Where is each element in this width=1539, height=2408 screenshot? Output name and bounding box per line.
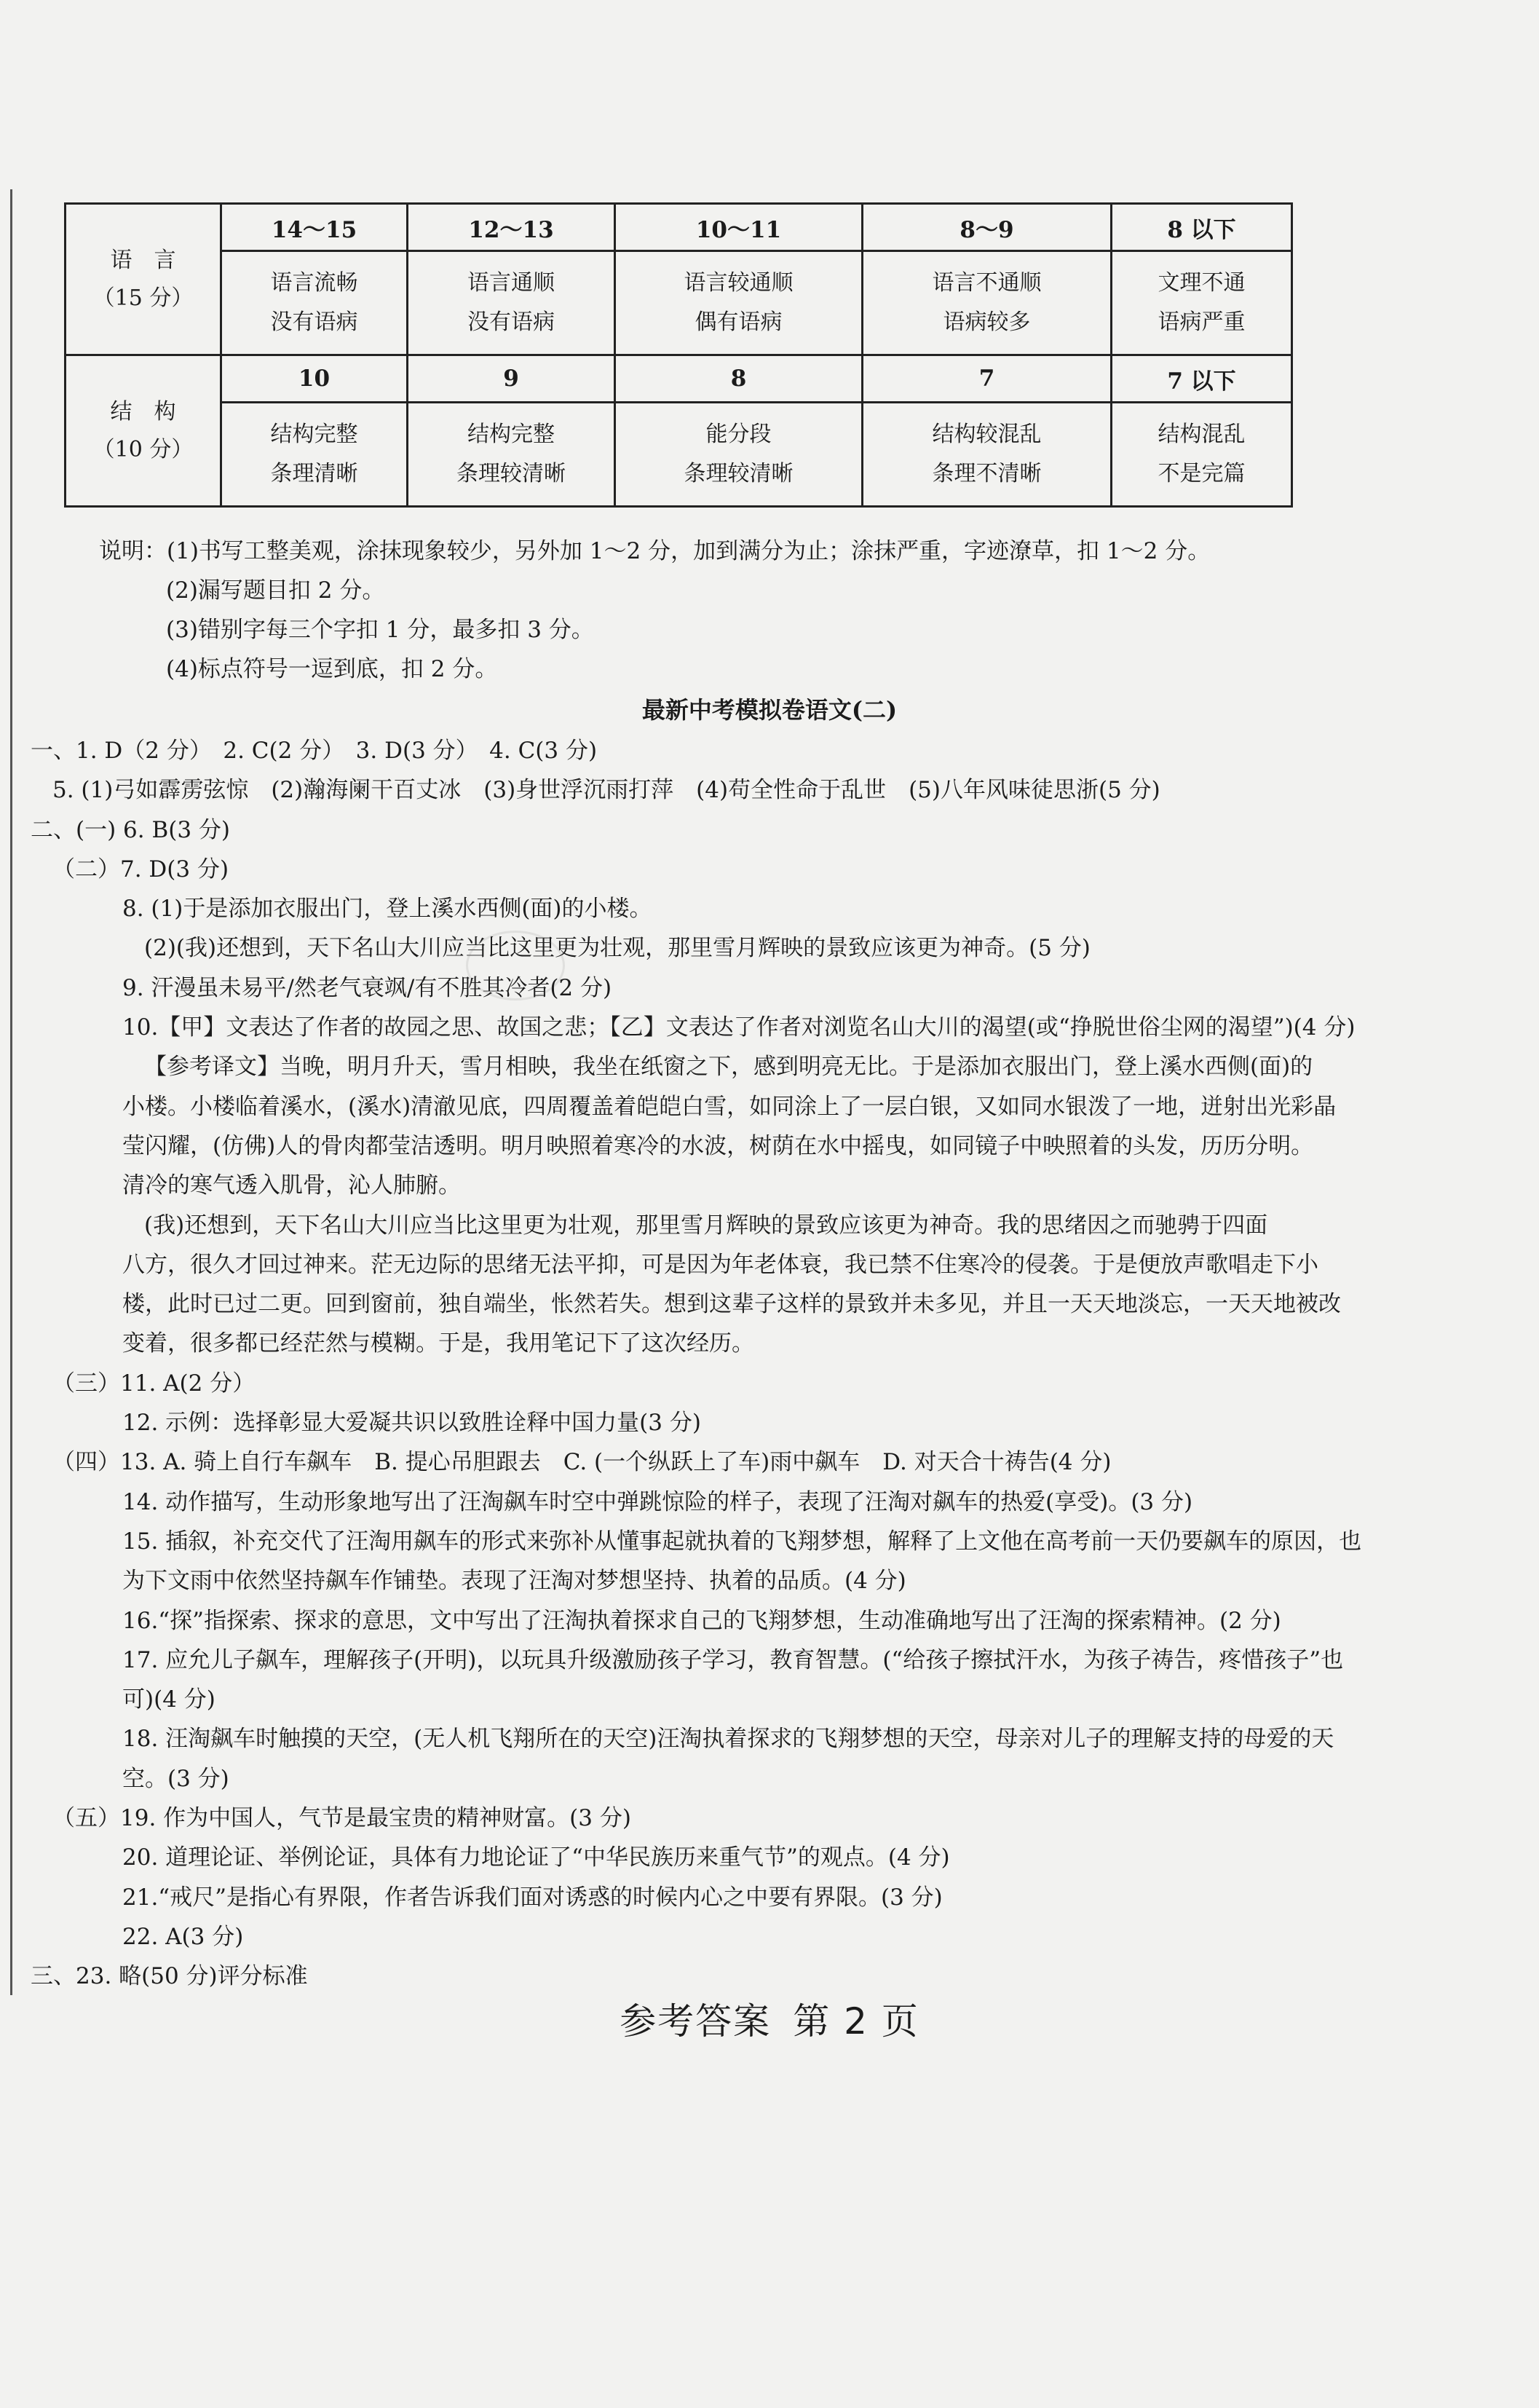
answer-line: 21.“戒尺”是指心有界限，作者告诉我们面对诱惑的时候内心之中要有界限。(3 分) [122, 1884, 943, 1911]
answer-line: 15. 插叙，补充交代了汪淘用飙车的形式来弥补从懂事起就执着的飞翔梦想，解释了上文他在高考前一天仍要飙车的原因，也 [122, 1528, 1362, 1555]
note-line: (3)错别字每三个字扣 1 分，最多扣 3 分。 [166, 617, 594, 643]
category-points: （10 分） [92, 436, 194, 462]
answer-line: 14. 动作描写，生动形象地写出了汪淘飙车时空中弹跳惊险的样子，表现了汪淘对飙车的热爱(享受)。(3 分) [122, 1488, 1193, 1515]
answer-line: （五）19. 作为中国人，气节是最宝贵的精神财富。(3 分) [52, 1805, 631, 1832]
score-band: 7 [863, 355, 1112, 403]
translation-line: 莹闪耀，(仿佛)人的骨肉都莹洁透明。明月映照着寒冷的水波，树荫在水中摇曳，如同镜子中映照着的头发，历历分明。 [122, 1132, 1314, 1159]
answer-line: （四）13. A. 骑上自行车飙车 B. 提心吊胆跟去 C. (一个纵跃上了车)雨中飙车 D. 对天合十祷告(4 分) [52, 1449, 1112, 1476]
translation-line: 【参考译文】当晚，明月升天，雪月相映，我坐在纸窗之下，感到明亮无比。于是添加衣服出门，登上溪水西侧(面)的 [144, 1054, 1313, 1081]
answer-line: 10.【甲】文表达了作者的故园之思、故国之悲；【乙】文表达了作者对浏览名山大川的渴望(或“挣脱世俗尘网的渴望”)(4 分) [122, 1014, 1356, 1041]
answer-line: 18. 汪淘飙车时触摸的天空，(无人机飞翔所在的天空)汪淘执着探求的飞翔梦想的天空，母亲对儿子的理解支持的母爱的天 [122, 1726, 1334, 1753]
answer-key-body [31, 731, 1370, 1997]
band-description: 语言通顺 没有语病 [408, 251, 615, 355]
left-margin-rule [10, 189, 12, 1995]
answer-line: 22. A(3 分) [122, 1923, 244, 1950]
answer-line: 16.“探”指探索、探求的意思，文中写出了汪淘执着探求自己的飞翔梦想，生动准确地写出了汪淘的探索精神。(2 分) [122, 1607, 1281, 1634]
band-description: 语言不通顺 语病较多 [863, 251, 1112, 355]
answer-line: 可)(4 分) [122, 1686, 215, 1713]
translation-line: 小楼。小楼临着溪水，(溪水)清澈见底，四周覆盖着皑皑白雪，如同涂上了一层白银，又如同水银泼了一地，迸射出光彩晶 [122, 1093, 1337, 1120]
score-band: 7 以下 [1112, 355, 1292, 403]
answer-line: 一、1. D（2 分） 2. C(2 分） 3. D(3 分） 4. C(3 分) [31, 738, 598, 764]
answer-line: 12. 示例：选择彰显大爱凝共识以致胜诠释中国力量(3 分) [122, 1410, 701, 1437]
score-band: 12～13 [408, 204, 615, 251]
band-description: 语言较通顺 偶有语病 [615, 251, 863, 355]
score-band: 8 以下 [1112, 204, 1292, 251]
category-label: 语 言 [110, 247, 176, 273]
score-band: 8～9 [863, 204, 1112, 251]
band-description: 结构混乱 不是完篇 [1112, 403, 1292, 507]
band-description: 文理不通 语病严重 [1112, 251, 1292, 355]
answer-line: 20. 道理论证、举例论证，具体有力地论证了“中华民族历来重气节”的观点。(4 分) [122, 1844, 950, 1871]
grading-notes [99, 532, 1210, 689]
faint-watermark-stamp [466, 931, 565, 1000]
score-band: 14～15 [221, 204, 408, 251]
page-number: 第 2 页 [793, 2000, 919, 2042]
translation-line: 清冷的寒气透入肌骨，沁人肺腑。 [122, 1172, 461, 1199]
answer-line: 空。(3 分) [122, 1765, 229, 1792]
footer-label: 参考答案 [620, 2000, 772, 2042]
band-description: 结构较混乱 条理不清晰 [863, 403, 1112, 507]
section-title: 最新中考模拟卷语文(二) [641, 696, 898, 724]
category-label: 结 构 [110, 398, 176, 425]
answer-line: 17. 应允儿子飙车，理解孩子(开明)，以玩具升级激励孩子学习，教育智慧。(“给孩子擦拭汗水，为孩子祷告，疼惜孩子”也 [122, 1646, 1344, 1673]
score-band: 9 [408, 355, 615, 403]
translation-line: 变着，很多都已经茫然与模糊。于是，我用笔记下了这次经历。 [122, 1330, 754, 1357]
scoring-rubric-table [64, 202, 1293, 508]
rubric-category-language [66, 204, 221, 355]
rubric-category-structure [66, 355, 221, 507]
answer-line: 5. (1)弓如霹雳弦惊 (2)瀚海阑干百丈冰 (3)身世浮沉雨打萍 (4)苟全性命于乱世 (5)八年风味徒思浙(5 分) [52, 777, 1160, 804]
answer-line: 8. (1)于是添加衣服出门，登上溪水西侧(面)的小楼。 [122, 896, 652, 923]
score-band: 10～11 [615, 204, 863, 251]
answer-line: 三、23. 略(50 分)评分标准 [31, 1963, 308, 1990]
answer-line: （三）11. A(2 分） [52, 1370, 256, 1397]
translation-line: 八方，很久才回过神来。茫无边际的思绪无法平抑，可是因为年老体衰，我已禁不住寒冷的侵袭。于是便放声歌唱走下小 [122, 1251, 1318, 1278]
answer-line: (2)(我)还想到，天下名山大川应当比这里更为壮观，那里雪月辉映的景致应该更为神奇。(5 分) [144, 935, 1091, 962]
band-description: 结构完整 条理清晰 [221, 403, 408, 507]
score-band: 8 [615, 355, 863, 403]
answer-line: 二、(一) 6. B(3 分) [31, 816, 231, 843]
answer-line: 9. 汗漫虽未易平/然老气衰飒/有不胜其冷者(2 分) [122, 974, 612, 1001]
band-description: 语言流畅 没有语病 [221, 251, 408, 355]
band-description: 能分段 条理较清晰 [615, 403, 863, 507]
note-line: 说明：(1)书写工整美观，涂抹现象较少，另外加 1～2 分，加到满分为止；涂抹严重，字迹潦草，扣 1～2 分。 [99, 538, 1211, 564]
translation-line: (我)还想到，天下名山大川应当比这里更为壮观，那里雪月辉映的景致应该更为神奇。我的思绪因之而驰骋于四面 [144, 1212, 1268, 1239]
band-description: 结构完整 条理较清晰 [408, 403, 615, 507]
score-band: 10 [221, 355, 408, 403]
page-footer [0, 1992, 1539, 2045]
answer-line: （二）7. D(3 分) [52, 856, 229, 883]
translation-line: 楼，此时已过二更。回到窗前，独自端坐，怅然若失。想到这辈子这样的景致并未多见，并且一天天地淡忘，一天天地被改 [122, 1291, 1341, 1318]
note-line: (4)标点符号一逗到底，扣 2 分。 [166, 656, 498, 682]
category-points: （15 分） [92, 285, 194, 311]
answer-line: 为下文雨中依然坚持飙车作铺垫。表现了汪淘对梦想坚持、执着的品质。(4 分) [122, 1568, 906, 1595]
note-line: (2)漏写题目扣 2 分。 [166, 577, 385, 604]
